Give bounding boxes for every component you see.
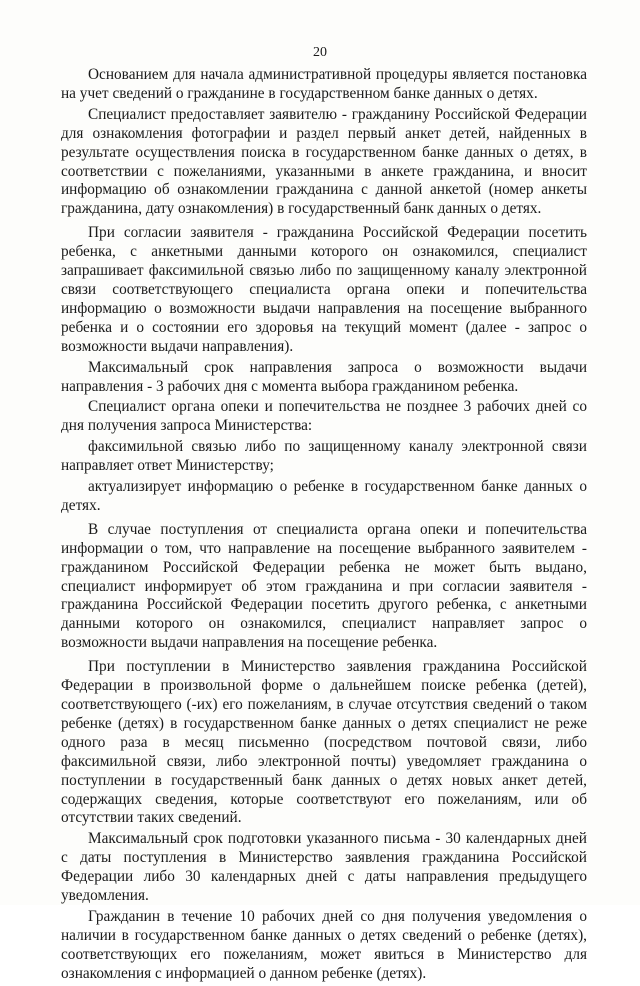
paragraph-update-info: актуализирует информацию о ребенке в государственном банке данных о детях. xyxy=(61,478,587,514)
page-number: 20 xyxy=(313,45,327,60)
paragraph-applicant-consent: При согласии заявителя - гражданина Российской Федерации посетить ребенка, с анкетными данными которого он ознакомился, специалист запрашивает факсимильной связью либо по защищенному каналу электронной связи соответствующего специалиста органа опеки и попечительства информацию о возможности выдачи направления на посещение выбранного ребенка и о состоянии его здоровья на текущий момент (далее - запрос о возможности выдачи направления). xyxy=(61,224,587,355)
paragraph-send-response: факсимильной связью либо по защищенному каналу электронной связи направляет ответ Министерству; xyxy=(61,438,587,475)
document-body xyxy=(61,66,587,986)
paragraph-specialist-provides: Специалист предоставляет заявителю - гражданину Российской Федерации для ознакомления фотографии и раздел первый анкет детей, найденных в результате осуществления поиска в государственном банке данных о детях, в соответствии с пожеланиями, указанными в анкете гражданина, и вносит информацию об ознакомлении гражданина с данной анкетой (номер анкеты гражданина, дату ознакомления) в государственный банк данных о детях. xyxy=(61,105,587,218)
paragraph-citizen-visit: Гражданин в течение 10 рабочих дней со дня получения уведомления о наличии в государственном банке данных о детях сведений о ребенке (детях), соответствующих его пожеланиям, может явиться в Министерство для ознакомления с информацией о данном ребенке (детях). xyxy=(61,907,587,982)
paragraph-guardianship-specialist: Специалист органа опеки и попечительства не позднее 3 рабочих дней со дня получения запроса Министерства: xyxy=(61,398,587,435)
paragraph-request-deadline: Максимальный срок направления запроса о возможности выдачи направления - 3 рабочих дня с момента выбора гражданином ребенка. xyxy=(61,358,587,395)
paragraph-further-search: При поступлении в Министерство заявления гражданина Российской Федерации в произвольной форме о дальнейшем поиске ребенка (детей), соответствующего (-их) его пожеланиям, в случае отсутствия сведений о таком ребенке (детях) в государственном банке данных о детях специалист не реже одного раза в месяц письменно (посредством почтовой связи, либо факсимильной связи, либо электронной почты) уведомляет гражданина о поступлении в государственный банк данных о детях новых анкет детей, содержащих сведения, которые соответствуют его пожеланиям, или об отсутствии таких сведений. xyxy=(61,658,587,827)
paragraph-letter-deadline: Максимальный срок подготовки указанного письма - 30 календарных дней с даты поступления в Министерство заявления гражданина Российской Федерации либо 30 календарных дней с даты направления предыдущего уведомления. xyxy=(61,830,587,905)
paragraph-basis: Основанием для начала административной процедуры является постановка на учет сведений о гражданине в государственном банке данных о детях. xyxy=(61,66,587,102)
paragraph-referral-denied: В случае поступления от специалиста органа опеки и попечительства информации о том, что направление на посещение выбранного заявителем - гражданином Российской Федерации ребенка не может быть выдано, специалист информирует об этом гражданина и при согласии заявителя - гражданина Российской Федерации посетить другого ребенка, с анкетными данными которого он ознакомился, специалист направляет запрос о возможности выдачи направления на посещение ребенка. xyxy=(61,520,587,652)
